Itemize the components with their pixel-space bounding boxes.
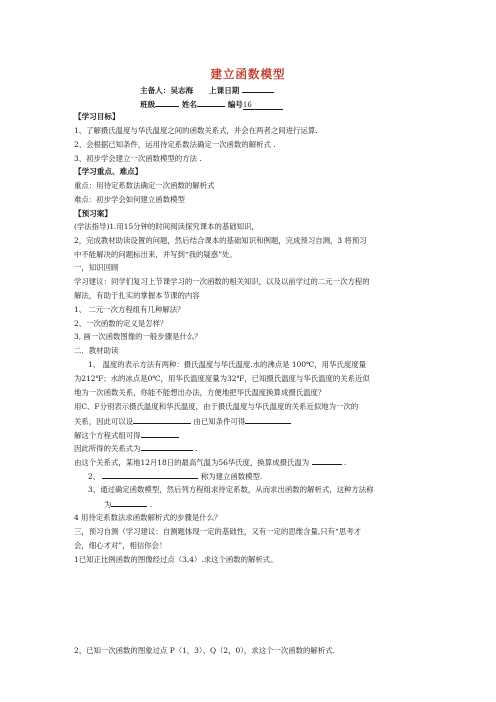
class-blank	[155, 98, 179, 107]
answer-blank	[111, 499, 147, 507]
meta-line-class	[140, 98, 283, 110]
text-line: 1、了解摄氏温度与华氏温度之间的函数关系式，并会在两者之间进行运算.	[74, 126, 318, 135]
answer-blank	[133, 416, 191, 424]
exercise-2: 2、已知一次函数的图象过点 P（1，3）、Q（2，0），求这个一次函数的解析式.	[74, 646, 335, 655]
text-line: 3、通过确定函数模型，然后列方程组求待定系数，从而求出函数的解析式，这种方法称	[88, 485, 374, 494]
text-line: 4 用待定系数法求函数解析式的步骤是什么？	[74, 513, 222, 522]
name-blank	[197, 98, 225, 107]
text-line: 3, 画一次函数图像的一般步骤是什么？	[74, 332, 202, 341]
text-line: (学法指导)1.用15分钟的时间阅读探究课本的基础知识，	[74, 222, 259, 231]
fill-label: 为	[104, 500, 112, 509]
text-line: 2、会根据已知条件，运用待定系数法确定一次函数的解析式 .	[74, 140, 276, 149]
exercise-1: 1已知正比例函数的图像经过点（3,4）.求这个函数的解析式。	[74, 555, 278, 564]
fill-label: 2、	[88, 472, 101, 481]
text-line: 2、一次函数的定义是怎样？	[74, 319, 168, 328]
text-line: 1、 二元一次方程组有几种解法？	[74, 305, 185, 314]
class-label: 班级	[140, 100, 156, 109]
fill-line-model	[88, 471, 262, 481]
fill-label: 称为建立函数模型.	[200, 472, 263, 481]
fill-label: 解这个方程式组可得	[74, 431, 141, 440]
fill-label: 由已知条件可得	[193, 417, 246, 426]
number-label: 编号	[227, 100, 243, 109]
text-line: 3、初步学会建立一次函数模型的方法 .	[74, 154, 202, 163]
section-heading-keypoints: 【学习重点、难点】	[74, 167, 143, 176]
document-title: 建立函数模型	[210, 67, 286, 81]
text-line: 解法，有助于扎实的掌握本节课的内容	[74, 291, 200, 300]
fill-label: 因此所得的关系式为	[74, 444, 141, 453]
fill-label: 关系，因此可以设	[74, 417, 134, 426]
text-line: 会，细心才对”，相信你会！	[74, 541, 167, 550]
answer-blank	[141, 430, 179, 438]
author-label: 主备人：吴志海	[140, 86, 194, 95]
answer-blank	[245, 416, 291, 424]
text-line: 1、 温度的表示方法有两种：摄氏温度与华氏温度.水的沸点是 100℃，用华氏度度量	[88, 360, 367, 369]
fill-line-method: 为 .	[104, 500, 153, 509]
text-line: 三，预习自测（学习建议：自测题体现一定的基础性，又有一定的思维含量,只有“思考才	[74, 527, 361, 536]
text-line: 2，完成教材助读设置的问题，然后结合课本的基础知识和例题，完成预习自测，3 将预习	[74, 236, 367, 245]
date-label: 上课日期	[209, 86, 240, 95]
fill-line-relation: 因此所得的关系式为 .	[74, 444, 198, 453]
text-line: 中不能解决的问题标出来，并写到“我的疑惑”处。	[74, 250, 237, 259]
answer-blank	[141, 443, 193, 451]
text-line: 难点：初步学会如何建立函数模型	[74, 195, 185, 204]
date-blank	[242, 84, 274, 93]
section-heading-goals: 【学习目标】	[74, 112, 120, 121]
answer-blank	[312, 457, 342, 465]
fill-line-setup	[74, 416, 291, 426]
text-line: 用C、F分别表示摄氏温度和华氏温度，由于摄氏温度与华氏温度的关系近似地为一次的	[74, 402, 359, 411]
meta-line-author	[140, 84, 274, 96]
text-line: 重点：用待定系数法确定一次函数的解析式	[74, 181, 215, 190]
fill-line-convert: 由这个关系式，某地12月18日的最高气温为56华氏度，换算成摄氏温为 .	[74, 458, 347, 467]
name-label: 姓名	[181, 100, 198, 109]
number-value: 16	[243, 101, 283, 110]
text-line: 地为一次函数关系，你能不能想出办法，方便地把华氏温度换算成摄氏温度？	[74, 388, 326, 397]
text-line: 学习建议：同学们复习上节课学习的一次函数的相关知识，以及以前学过的二元一次方程的	[74, 277, 370, 286]
fill-line-solve	[74, 430, 179, 440]
text-line: 为212℉；水的冰点是0℃，用华氏温度度量为32℉，已知摄氏温度与华氏温度的关系近似	[74, 374, 370, 383]
answer-blank	[102, 471, 198, 479]
text-line: 一，知识回顾	[74, 263, 119, 272]
section-heading-preview: 【预习案】	[74, 209, 112, 218]
fill-label: 由这个关系式，某地12月18日的最高气温为56华氏度，换算成摄氏温为	[74, 458, 310, 467]
text-line: 二．教材助读	[74, 346, 119, 355]
